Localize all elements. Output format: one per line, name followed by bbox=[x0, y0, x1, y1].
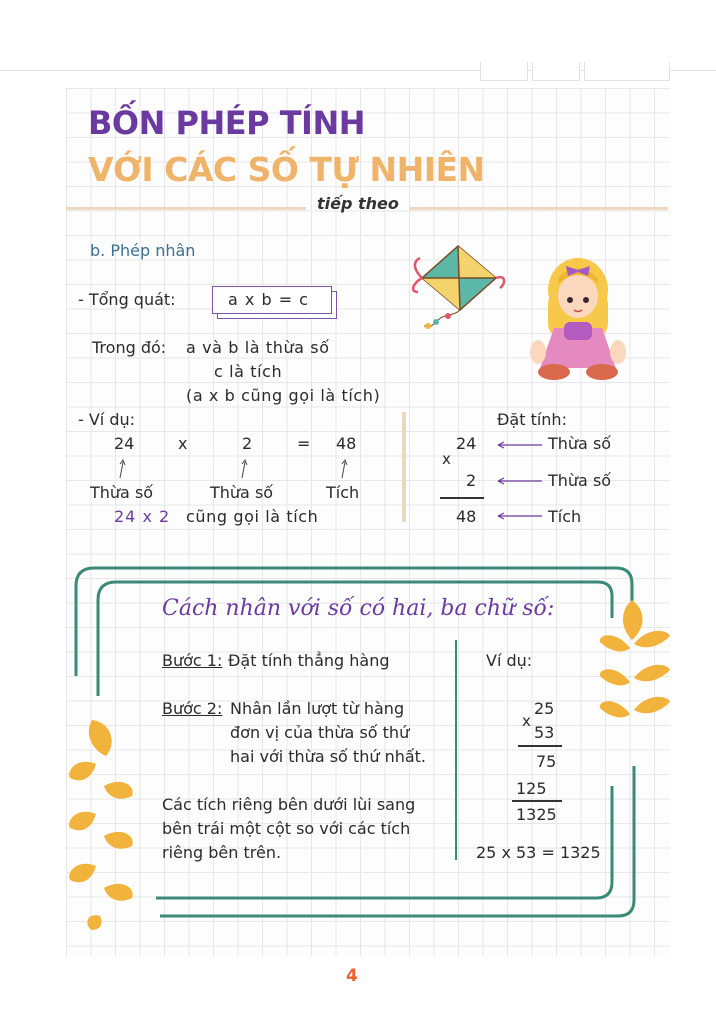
example-note-text: cũng gọi là tích bbox=[186, 507, 319, 526]
page-subtitle: tiếp theo bbox=[317, 194, 399, 213]
arrow-up-icon bbox=[342, 462, 345, 478]
vertical-sum-line bbox=[440, 497, 484, 499]
arrow-up-icon bbox=[120, 462, 123, 478]
calc-op: x bbox=[522, 712, 531, 730]
arrow-left-icon bbox=[498, 442, 542, 448]
kite-illustration bbox=[408, 240, 508, 332]
leaf-branch-right-icon bbox=[598, 596, 672, 736]
example-label-a: Thừa số bbox=[90, 483, 154, 502]
calc-line2 bbox=[512, 800, 562, 802]
example-label: - Ví dụ: bbox=[78, 410, 136, 429]
doll-illustration bbox=[524, 256, 634, 380]
label-arrows bbox=[494, 436, 544, 526]
page-tab bbox=[480, 62, 528, 81]
box-example-label: Ví dụ: bbox=[486, 651, 533, 670]
step2-line2: đơn vị của thừa số thứ bbox=[230, 723, 410, 742]
page-tab bbox=[532, 62, 580, 81]
example-arrows bbox=[110, 456, 370, 480]
box-column-divider bbox=[455, 640, 457, 860]
where-line1: a và b là thừa số bbox=[186, 338, 330, 357]
where-line3: (a x b cũng gọi là tích) bbox=[186, 386, 381, 405]
arrow-left-icon bbox=[498, 478, 542, 484]
example-label-result: Tích bbox=[326, 483, 360, 502]
vertical-top: 24 bbox=[456, 434, 477, 453]
vertical-result: 48 bbox=[456, 507, 477, 526]
formula-text: a x b = c bbox=[228, 290, 309, 309]
vertical-label-top: Thừa số bbox=[548, 434, 612, 453]
method-box-title: Cách nhân với số có hai, ba chữ số: bbox=[162, 596, 555, 621]
layout-label: Đặt tính: bbox=[497, 410, 567, 429]
calc-top: 25 bbox=[534, 699, 555, 718]
note-line1: Các tích riêng bên dưới lùi sang bbox=[162, 795, 416, 814]
calc-line1 bbox=[518, 745, 562, 747]
calc-bottom: 53 bbox=[534, 723, 555, 742]
note-line2: bên trái một cột so với các tích bbox=[162, 819, 411, 838]
title-rule-left bbox=[66, 207, 306, 210]
general-label: - Tổng quát: bbox=[78, 290, 176, 309]
calc-partial2: 125 bbox=[516, 779, 547, 798]
step2-line3: hai với thừa số thứ nhất. bbox=[230, 747, 427, 766]
example-a: 24 bbox=[114, 434, 135, 453]
vertical-bottom: 2 bbox=[466, 471, 477, 490]
example-note-expr: 24 x 2 bbox=[114, 507, 171, 526]
column-divider bbox=[402, 412, 406, 522]
example-label-b: Thừa số bbox=[210, 483, 274, 502]
example-op: x bbox=[178, 434, 188, 453]
arrow-up-icon bbox=[242, 462, 245, 478]
leaf-branch-left-icon bbox=[66, 716, 146, 932]
example-eq: = bbox=[297, 434, 311, 453]
vertical-op: x bbox=[442, 450, 451, 468]
example-b: 2 bbox=[242, 434, 253, 453]
step1-text: Đặt tính thẳng hàng bbox=[228, 651, 390, 670]
where-label: Trong đó: bbox=[92, 338, 167, 357]
page-number: 4 bbox=[346, 966, 358, 986]
page-title-line2: VỚI CÁC SỐ TỰ NHIÊN bbox=[88, 150, 485, 189]
step1-label: Bước 1: bbox=[162, 651, 223, 670]
step2-line1: Nhân lần lượt từ hàng bbox=[230, 699, 405, 718]
calc-summary: 25 x 53 = 1325 bbox=[476, 843, 601, 862]
where-line2: c là tích bbox=[214, 362, 283, 381]
title-rule-right bbox=[410, 207, 668, 210]
example-result: 48 bbox=[336, 434, 357, 453]
calc-partial1: 75 bbox=[536, 752, 557, 771]
vertical-label-bottom: Thừa số bbox=[548, 471, 612, 490]
page-tab bbox=[584, 62, 670, 81]
vertical-label-result: Tích bbox=[548, 507, 582, 526]
note-line3: riêng bên trên. bbox=[162, 843, 282, 862]
page-title-line1: BỐN PHÉP TÍNH bbox=[88, 104, 365, 142]
section-heading: b. Phép nhân bbox=[90, 241, 196, 260]
calc-result: 1325 bbox=[516, 805, 557, 824]
step2-label: Bước 2: bbox=[162, 699, 223, 718]
arrow-left-icon bbox=[498, 513, 542, 519]
